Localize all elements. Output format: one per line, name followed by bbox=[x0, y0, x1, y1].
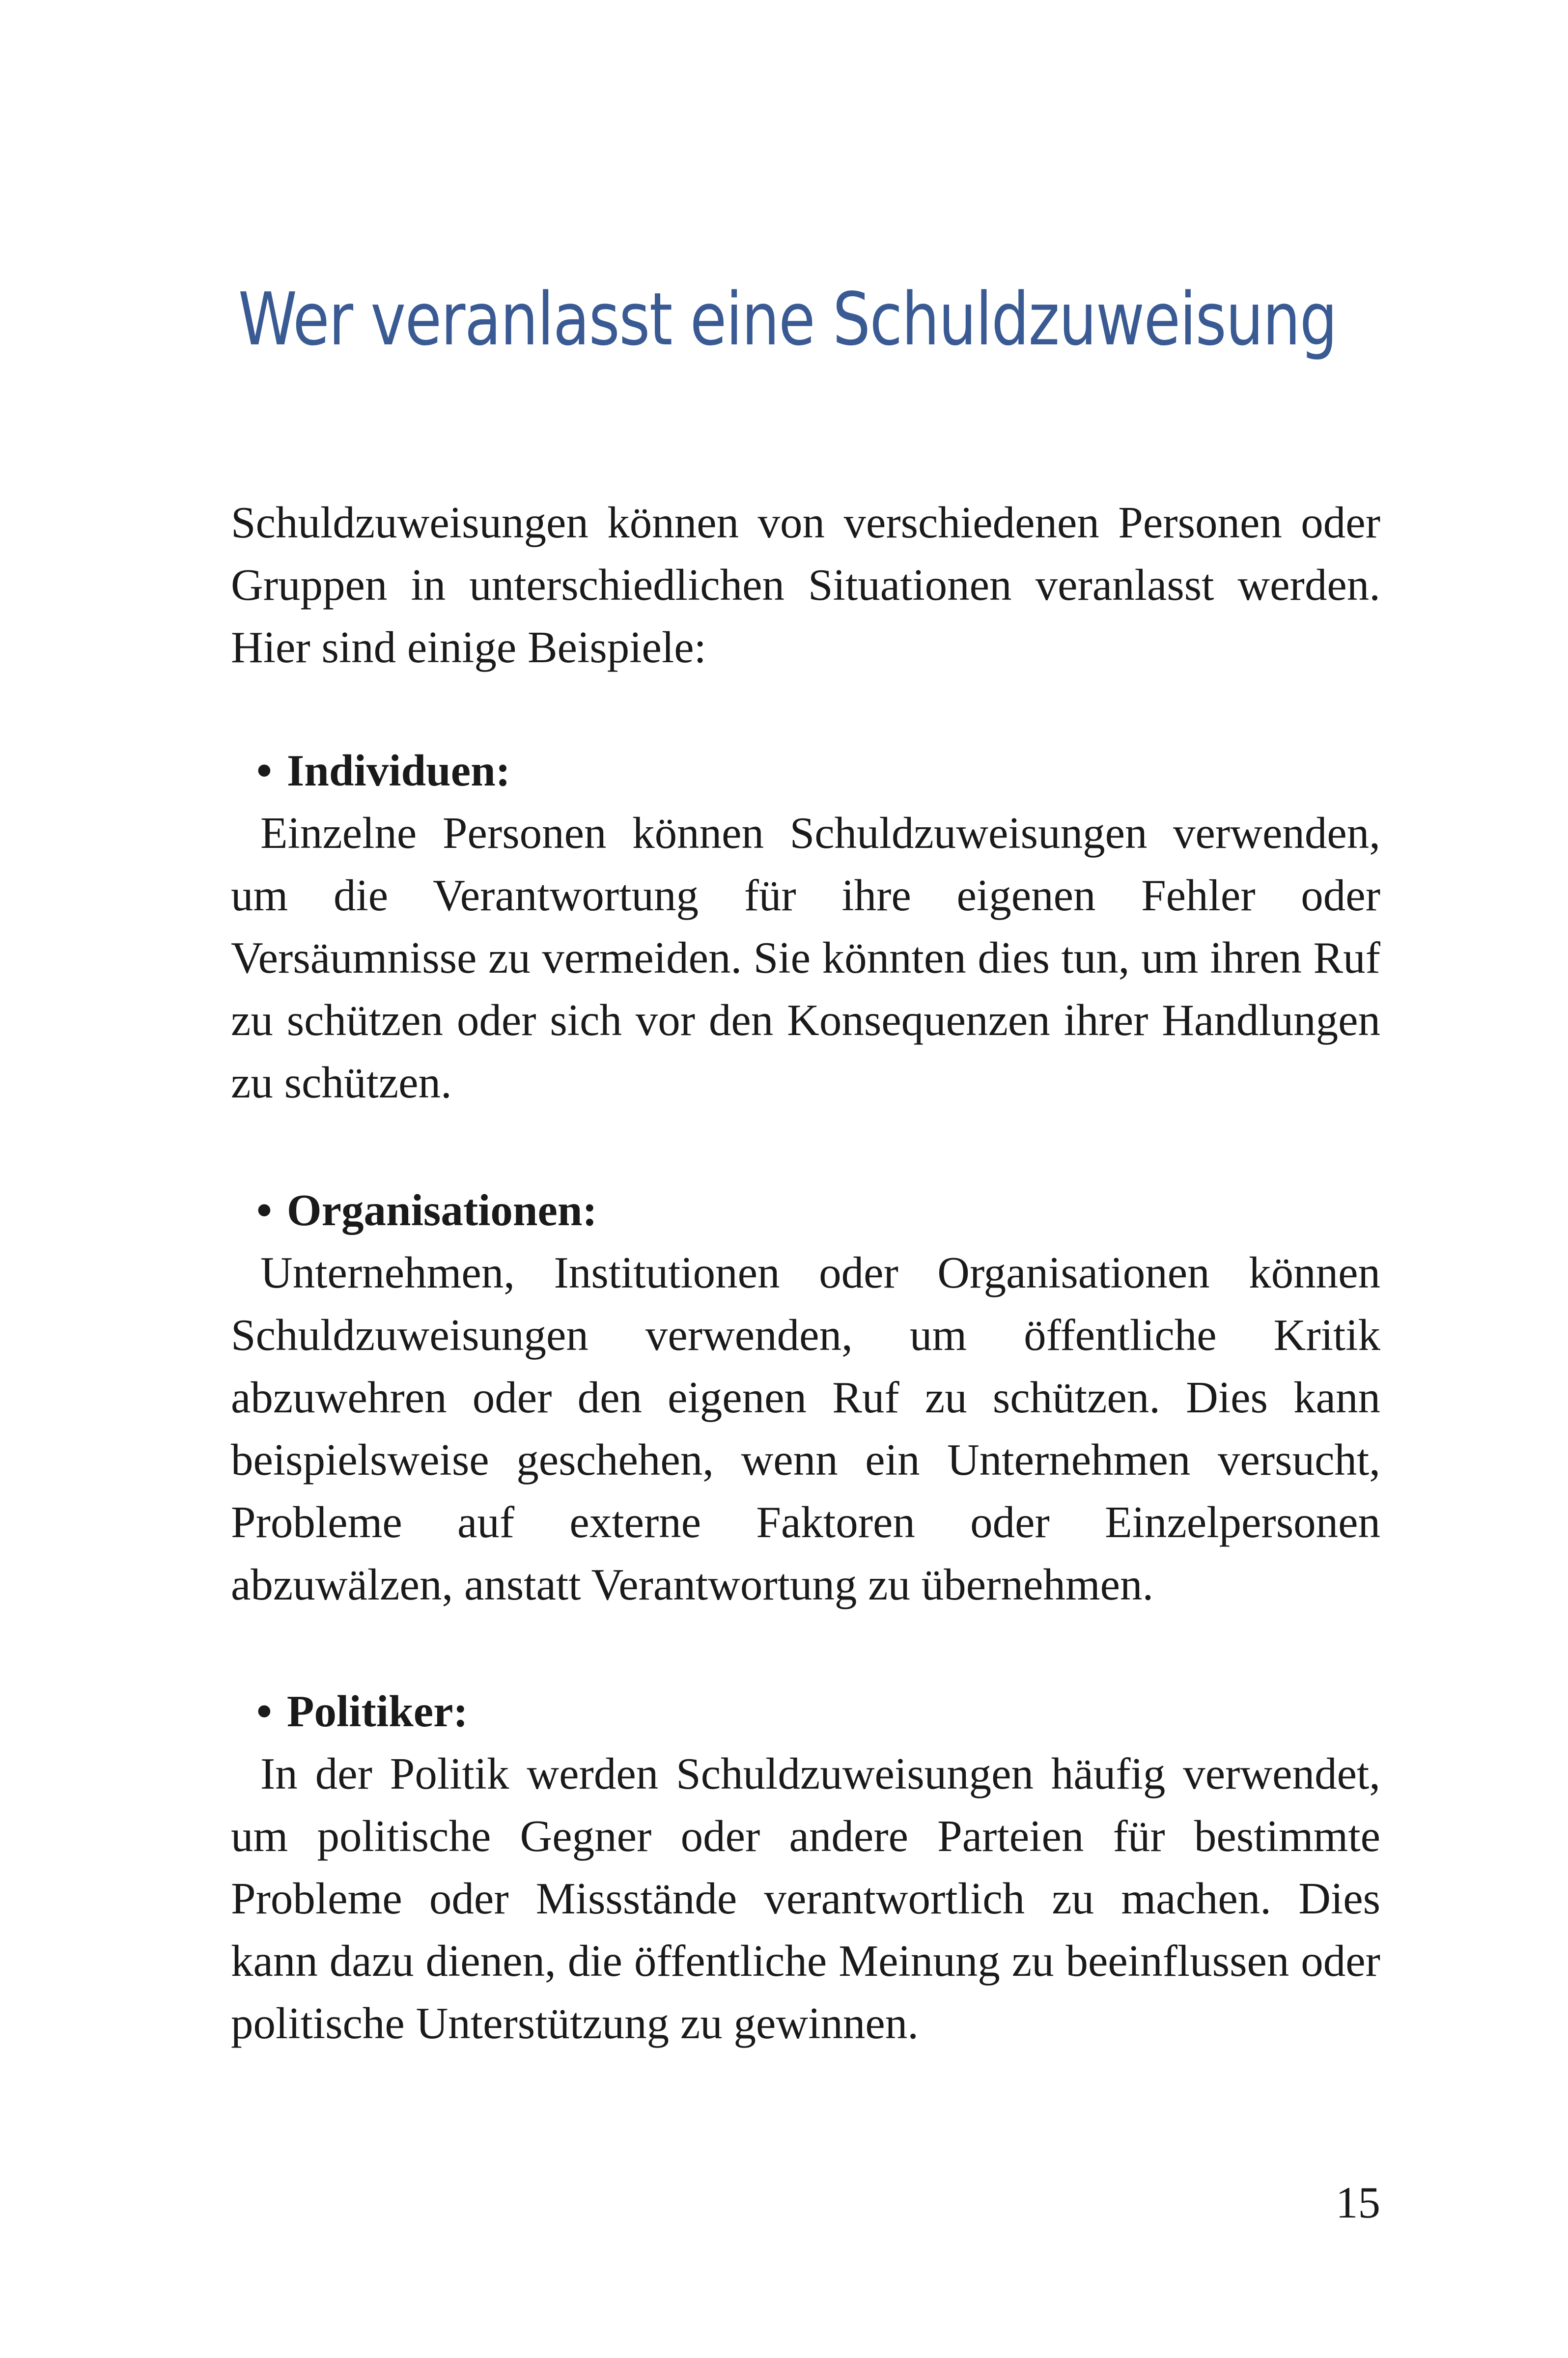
bullet-glyph: • bbox=[256, 1185, 272, 1235]
section-heading-label: Organisationen: bbox=[286, 1185, 597, 1235]
section-paragraph-politiker: In der Politik werden Schuldzuweisungen häufig verwendet, um politische Gegner oder andere Parteien für bestimmte Probleme oder Missstände verantwortlich zu machen. Dies kann dazu dienen, die öffentliche Meinung zu beeinflussen oder politische Unterstützung zu gewinnen. bbox=[231, 1749, 1380, 2048]
section-heading-label: Individuen: bbox=[286, 746, 511, 795]
page-title: Wer veranlasst eine Schuldzuweisung bbox=[238, 277, 1337, 362]
bullet-glyph: • bbox=[256, 1686, 272, 1736]
bullet-glyph: • bbox=[256, 746, 272, 795]
section-paragraph-organisationen: Unternehmen, Institutionen oder Organisationen können Schuldzuweisungen verwenden, um öffentliche Kritik abzuwehren oder den eigenen Ruf zu schützen. Dies kann beispielsweise geschehen, wenn ein Unternehmen versucht, Probleme auf externe Faktoren oder Einzelpersonen abzuwälzen, anstatt Verantwortung zu übernehmen. bbox=[231, 1248, 1380, 1609]
section-paragraph-individuen: Einzelne Personen können Schuldzuweisungen verwenden, um die Verantwortung für ihre eigenen Fehler oder Versäumnisse zu vermeiden. Sie könnten dies tun, um ihren Ruf zu schützen oder sich vor den Konsequenzen ihrer Handlungen zu schützen. bbox=[231, 808, 1380, 1107]
section-heading-politiker bbox=[256, 1680, 468, 1742]
section-heading-label: Politiker: bbox=[286, 1686, 468, 1736]
page-number: 15 bbox=[1336, 2178, 1380, 2227]
intro-paragraph: Schuldzuweisungen können von verschiedenen Personen oder Gruppen in unterschiedlichen Situationen veranlasst werden. Hier sind einige Beispiele: bbox=[231, 498, 1380, 672]
section-heading-organisationen bbox=[256, 1179, 597, 1241]
section-heading-individuen bbox=[256, 739, 510, 802]
